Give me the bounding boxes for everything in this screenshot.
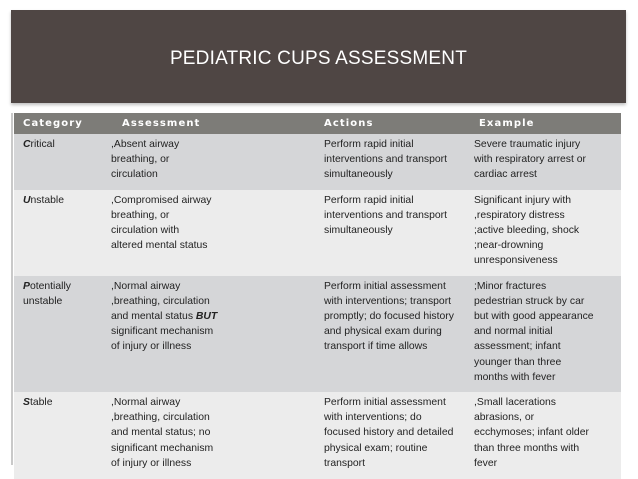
example-line: Severe traumatic injury bbox=[474, 139, 581, 150]
assessment-line: altered mental status bbox=[111, 240, 208, 252]
category-rest: ritical bbox=[30, 139, 55, 150]
assessment-line: breathing, or bbox=[111, 209, 170, 221]
assessment-cell bbox=[102, 134, 315, 190]
assessment-line: ,Compromised airway bbox=[111, 194, 212, 206]
example-line: months with fever bbox=[474, 371, 556, 383]
table-row bbox=[14, 134, 621, 190]
example-line: fever bbox=[474, 457, 498, 469]
actions-line: transport bbox=[324, 457, 366, 469]
actions-line: Perform rapid initial bbox=[324, 139, 414, 150]
actions-line: transport if time allows bbox=[324, 341, 428, 353]
example-line: ecchymoses; infant older bbox=[474, 427, 589, 439]
actions-line: simultaneously bbox=[324, 169, 393, 181]
assessment-line: circulation with bbox=[111, 225, 180, 237]
header-category: Category bbox=[14, 113, 102, 134]
category-line-2: unstable bbox=[23, 295, 63, 307]
assessment-cell bbox=[102, 276, 315, 392]
category-line bbox=[23, 279, 98, 294]
example-line: ;near-drowning bbox=[474, 240, 544, 252]
assessment-cell bbox=[102, 392, 315, 479]
assessment-line: ,Absent airway bbox=[111, 139, 180, 150]
actions-line: Perform initial assessment bbox=[324, 280, 446, 292]
header-example: Example bbox=[465, 113, 621, 134]
category-rest: nstable bbox=[30, 194, 65, 206]
example-line: than three months with bbox=[474, 442, 580, 454]
actions-cell bbox=[315, 134, 465, 190]
assessment-line: ,breathing, circulation bbox=[111, 412, 210, 424]
example-line: with respiratory arrest or bbox=[474, 154, 587, 166]
table-row bbox=[14, 392, 621, 479]
actions-line: with interventions; transport bbox=[324, 295, 452, 307]
actions-line: interventions and transport bbox=[324, 209, 448, 221]
example-line: and normal initial bbox=[474, 326, 553, 338]
table-row bbox=[14, 190, 621, 276]
category-initial: U bbox=[23, 194, 31, 206]
actions-cell bbox=[315, 392, 465, 479]
assessment-cell bbox=[102, 190, 315, 276]
example-cell bbox=[465, 190, 621, 276]
actions-line: Perform initial assessment bbox=[324, 397, 446, 409]
example-line: ;Minor fractures bbox=[474, 280, 547, 292]
example-line: younger than three bbox=[474, 356, 562, 368]
example-line: ,respiratory distress bbox=[474, 209, 565, 221]
table-header-row bbox=[14, 113, 621, 134]
actions-cell bbox=[315, 190, 465, 276]
example-line: unresponsiveness bbox=[474, 255, 558, 267]
title-banner bbox=[11, 10, 626, 103]
actions-line: interventions and transport bbox=[324, 154, 448, 166]
page-title: PEDIATRIC CUPS ASSESSMENT bbox=[169, 48, 468, 69]
category-rest: table bbox=[29, 397, 53, 409]
category-initial: S bbox=[23, 397, 30, 409]
assessment-line: breathing, or bbox=[111, 154, 170, 166]
example-cell bbox=[465, 392, 621, 479]
cups-table bbox=[14, 113, 621, 479]
assessment-emphasis: BUT bbox=[195, 311, 218, 323]
actions-line: focused history and detailed bbox=[324, 427, 454, 439]
assessment-line: ,breathing, circulation bbox=[111, 295, 210, 307]
assessment-text: and mental status bbox=[111, 311, 194, 323]
header-assessment: Assessment bbox=[102, 113, 315, 134]
category-cell bbox=[14, 392, 102, 479]
example-line: Significant injury with bbox=[474, 194, 572, 206]
example-cell bbox=[465, 276, 621, 392]
example-line: abrasions, or bbox=[474, 412, 535, 424]
table-left-edge bbox=[11, 113, 13, 465]
assessment-line: ,Normal airway bbox=[111, 280, 181, 292]
actions-line: simultaneously bbox=[324, 225, 393, 237]
actions-line: promptly; do focused history bbox=[324, 311, 454, 323]
assessment-line: of injury or illness bbox=[111, 341, 192, 353]
header-actions: Actions bbox=[315, 113, 465, 134]
actions-line: and physical exam during bbox=[324, 326, 442, 338]
example-cell bbox=[465, 134, 621, 190]
assessment-line: circulation bbox=[111, 169, 158, 181]
actions-line: with interventions; do bbox=[324, 412, 422, 424]
example-line: assessment; infant bbox=[474, 341, 561, 353]
category-cell bbox=[14, 276, 102, 392]
category-rest: otentially bbox=[29, 280, 71, 292]
actions-line: physical exam; routine bbox=[324, 442, 428, 454]
category-cell bbox=[14, 134, 102, 190]
category-cell bbox=[14, 190, 102, 276]
assessment-line: of injury or illness bbox=[111, 457, 192, 469]
table-row bbox=[14, 276, 621, 392]
actions-line: Perform rapid initial bbox=[324, 194, 414, 206]
assessment-line: ,Normal airway bbox=[111, 397, 181, 409]
example-line: cardiac arrest bbox=[474, 169, 537, 181]
assessment-line bbox=[111, 309, 311, 324]
assessment-line: significant mechanism bbox=[111, 442, 214, 454]
actions-cell bbox=[315, 276, 465, 392]
example-line: ;active bleeding, shock bbox=[474, 225, 580, 237]
category-initial: C bbox=[23, 139, 31, 150]
example-line: but with good appearance bbox=[474, 311, 594, 323]
assessment-line: significant mechanism bbox=[111, 326, 214, 338]
category-initial: P bbox=[23, 280, 30, 292]
example-line: pedestrian struck by car bbox=[474, 295, 585, 307]
example-line: ,Small lacerations bbox=[474, 397, 557, 409]
assessment-line: and mental status; no bbox=[111, 427, 211, 439]
